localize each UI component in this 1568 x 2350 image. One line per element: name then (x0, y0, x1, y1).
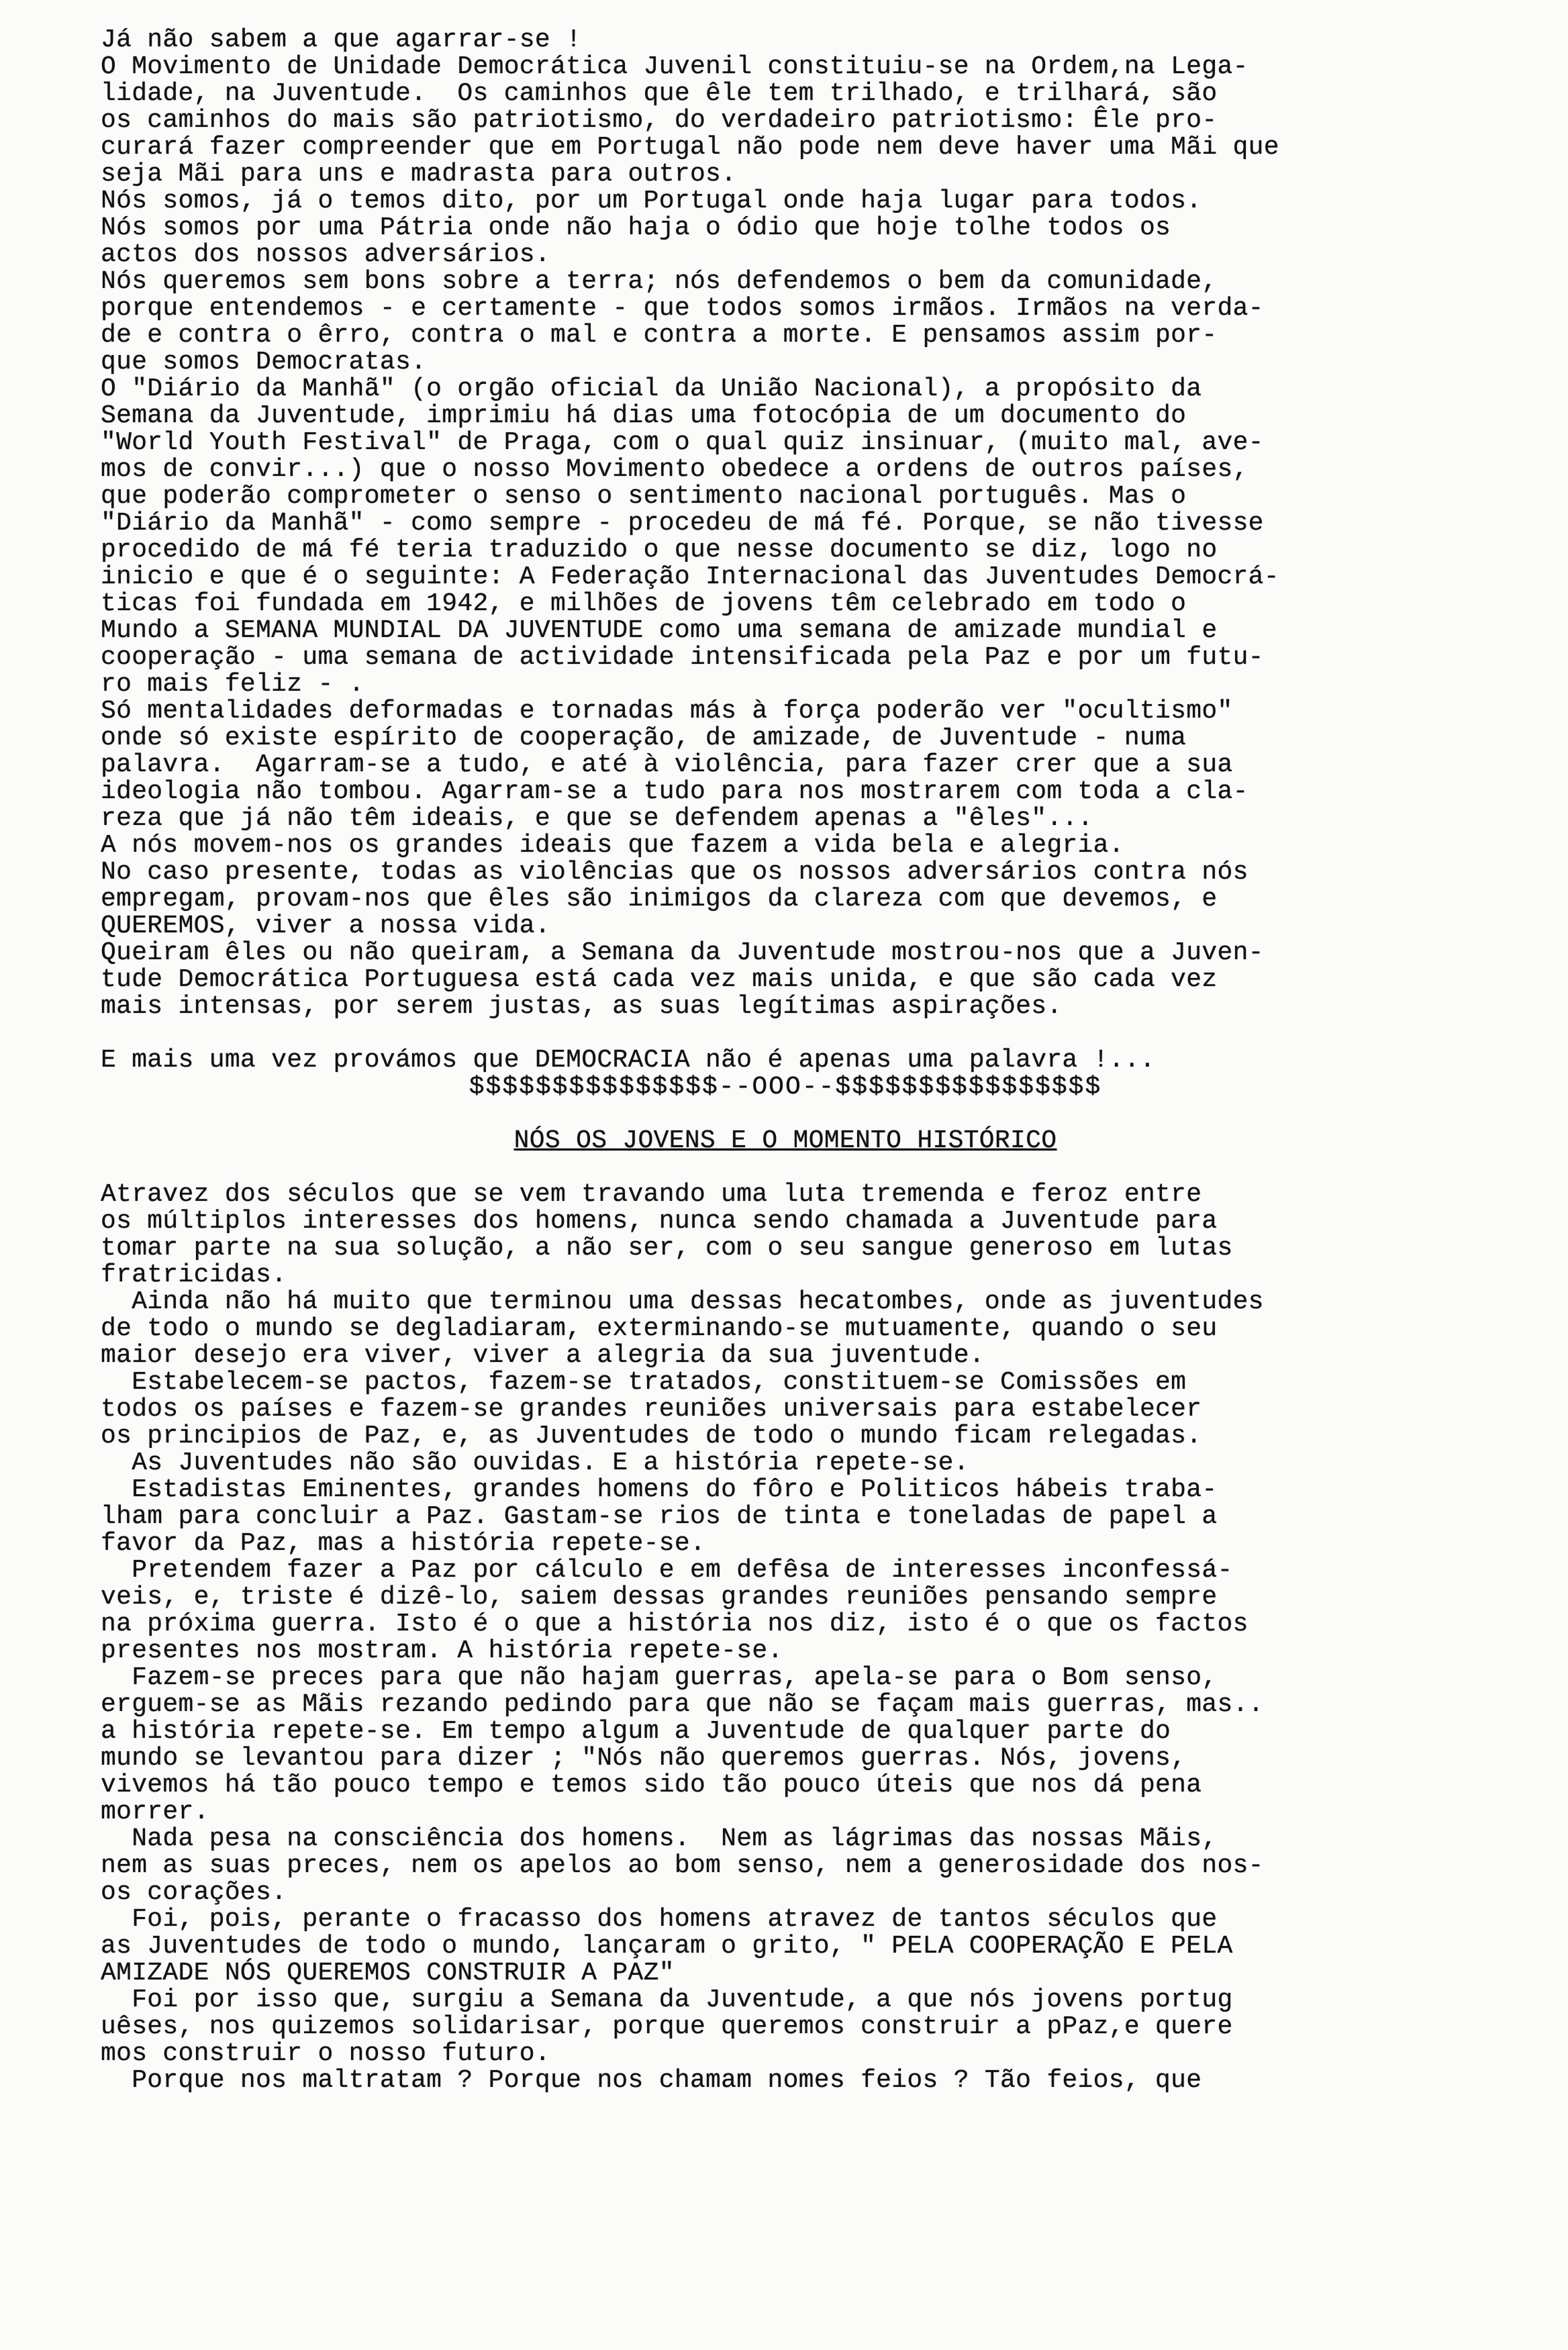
text-line: Estadistas Eminentes, grandes homens do fôro e Politicos hábeis traba- (101, 1475, 1218, 1504)
text-line: que poderão comprometer o senso o sentimento nacional português. Mas o (101, 482, 1187, 511)
text-line: lidade, na Juventude. Os caminhos que êle tem trilhado, e trilhará, são (101, 79, 1218, 108)
text-line: a história repete-se. Em tempo algum a Juventude de qualquer parte do (101, 1717, 1171, 1746)
text-line: No caso presente, todas as violências que os nossos adversários contra nós (101, 858, 1248, 887)
text-line: presentes nos mostram. A história repete-se. (101, 1636, 783, 1665)
text-line: os caminhos do mais são patriotismo, do verdadeiro patriotismo: Êle pro- (101, 106, 1218, 135)
text-line: cooperação - uma semana de actividade intensificada pela Paz e por um futu- (101, 643, 1264, 672)
text-line: Nada pesa na consciência dos homens. Nem as lágrimas das nossas Mãis, (101, 1824, 1218, 1853)
text-line: Mundo a SEMANA MUNDIAL DA JUVENTUDE como uma semana de amizade mundial e (101, 616, 1218, 645)
text-line: Queiram êles ou não queiram, a Semana da Juventude mostrou-nos que a Juven- (101, 938, 1264, 967)
text-line: ideologia não tombou. Agarram-se a tudo para nos mostrarem com toda a cla- (101, 777, 1248, 806)
text-line: tomar parte na sua solução, a não ser, com o seu sangue generoso em lutas (101, 1234, 1233, 1263)
text-line: Porque nos maltratam ? Porque nos chamam nomes feios ? Tão feios, que (101, 2066, 1202, 2095)
text-line: ticas foi fundada em 1942, e milhões de jovens têm celebrado em todo o (101, 589, 1187, 618)
text-line: "Diário da Manhã" - como sempre - procedeu de má fé. Porque, se não tivesse (101, 509, 1264, 538)
text-line: Semana da Juventude, imprimiu há dias uma fotocópia de um documento do (101, 401, 1187, 430)
text-line: Foi, pois, perante o fracasso dos homens atravez de tantos séculos que (101, 1905, 1218, 1934)
text-line: O "Diário da Manhã" (o orgão oficial da União Nacional), a propósito da (101, 375, 1202, 403)
text-line: tude Democrática Portuguesa está cada vez mais unida, e que são cada vez (101, 965, 1218, 994)
text-line: nem as suas preces, nem os apelos ao bom senso, nem a generosidade dos nos- (101, 1851, 1264, 1880)
text-line (101, 1020, 1470, 1047)
text-line: ro mais feliz - . (101, 670, 364, 699)
text-line: Estabelecem-se pactos, fazem-se tratados, constituem-se Comissões em (101, 1368, 1187, 1397)
spacer (101, 1155, 1470, 1181)
text-line: A nós movem-nos os grandes ideais que fazem a vida bela e alegria. (101, 831, 1124, 860)
text-line: morrer. (101, 1798, 209, 1826)
text-line: O Movimento de Unidade Democrática Juvenil constituiu-se na Ordem,na Lega- (101, 52, 1248, 81)
text-line: actos dos nossos adversários. (101, 240, 551, 269)
spacer (101, 1101, 1470, 1128)
text-line: as Juventudes de todo o mundo, lançaram o grito, " PELA COOPERAÇÃO E PELA (101, 1932, 1233, 1961)
text-line: maior desejo era viver, viver a alegria da sua juventude. (101, 1341, 985, 1370)
text-line: reza que já não têm ideais, e que se defendem apenas a "êles"... (101, 804, 1093, 833)
text-line: Nós somos, já o temos dito, por um Portugal onde haja lugar para todos. (101, 187, 1202, 215)
text-line: empregam, provam-nos que êles são inimigos da clareza com que devemos, e (101, 885, 1218, 914)
typewritten-page (101, 27, 1470, 2329)
text-line: os múltiplos interesses dos homens, nunca sendo chamada a Juventude para (101, 1207, 1218, 1236)
text-line: os corações. (101, 1878, 287, 1907)
text-line: mos de convir...) que o nosso Movimento obedece a ordens de outros países, (101, 455, 1248, 484)
section-divider: $$$$$$$$$$$$$$$--OOO--$$$$$$$$$$$$$$$$ (469, 1073, 1102, 1101)
text-line: seja Mãi para uns e madrasta para outros. (101, 160, 737, 189)
text-line: na próxima guerra. Isto é o que a história nos diz, isto é o que os factos (101, 1610, 1248, 1638)
text-line: de e contra o êrro, contra o mal e contra a morte. E pensamos assim por- (101, 321, 1218, 350)
text-line: Pretendem fazer a Paz por cálculo e em defêsa de interesses inconfessá- (101, 1556, 1233, 1585)
text-line: As Juventudes não são ouvidas. E a história repete-se. (101, 1449, 969, 1477)
text-line: mundo se levantou para dizer ; "Nós não queremos guerras. Nós, jovens, (101, 1744, 1187, 1773)
text-line: fratricidas. (101, 1261, 287, 1289)
text-line: Nós queremos sem bons sobre a terra; nós defendemos o bem da comunidade, (101, 267, 1218, 296)
text-line: Só mentalidades deformadas e tornadas más à força poderão ver "ocultismo" (101, 697, 1233, 726)
text-line: lham para concluir a Paz. Gastam-se rios de tinta e toneladas de papel a (101, 1502, 1218, 1531)
text-line: Fazem-se preces para que não hajam guerras, apela-se para o Bom senso, (101, 1663, 1218, 1692)
section-heading: NÓS OS JOVENS E O MOMENTO HISTÓRICO (513, 1126, 1057, 1155)
text-line: todos os países e fazem-se grandes reuniões universais para estabelecer (101, 1395, 1202, 1424)
text-line: uêses, nos quizemos solidarisar, porque queremos construir a pPaz,e quere (101, 2012, 1233, 2041)
text-line: "World Youth Festival" de Praga, com o qual quiz insinuar, (muito mal, ave- (101, 428, 1264, 457)
text-line: AMIZADE NÓS QUEREMOS CONSTRUIR A PAZ" (101, 1959, 675, 1988)
text-line: mais intensas, por serem justas, as suas legítimas aspirações. (101, 992, 1063, 1021)
text-line: vivemos há tão pouco tempo e temos sido tão pouco úteis que nos dá pena (101, 1771, 1202, 1800)
text-line: que somos Democratas. (101, 348, 427, 377)
text-line: E mais uma vez provámos que DEMOCRACIA não é apenas uma palavra !... (101, 1046, 1156, 1075)
text-line: erguem-se as Mãis rezando pedindo para que não se façam mais guerras, mas.. (101, 1690, 1264, 1719)
section-jovens-momento-historico (101, 1181, 1470, 2094)
section-semana-juventude (101, 27, 1470, 1074)
text-line: favor da Paz, mas a história repete-se. (101, 1529, 706, 1558)
text-line: onde só existe espírito de cooperação, de amizade, de Juventude - numa (101, 724, 1187, 752)
text-line: QUEREMOS, viver a nossa vida. (101, 912, 551, 940)
text-line: procedido de má fé teria traduzido o que nesse documento se diz, logo no (101, 536, 1218, 565)
text-line: Atravez dos séculos que se vem travando uma luta tremenda e feroz entre (101, 1180, 1202, 1209)
text-line: Foi por isso que, surgiu a Semana da Juventude, a que nós jovens portug (101, 1986, 1233, 2014)
text-line: veis, e, triste é dizê-lo, saiem dessas grandes reuniões pensando sempre (101, 1583, 1218, 1612)
text-line: de todo o mundo se degladiaram, exterminando-se mutuamente, quando o seu (101, 1314, 1218, 1343)
text-line: Nós somos por uma Pátria onde não haja o ódio que hoje tolhe todos os (101, 213, 1171, 242)
text-line: inicio e que é o seguinte: A Federação Internacional das Juventudes Democrá- (101, 562, 1279, 591)
text-line: Ainda não há muito que terminou uma dessas hecatombes, onde as juventudes (101, 1287, 1264, 1316)
text-line: curará fazer compreender que em Portugal não pode nem deve haver uma Mãi que (101, 133, 1279, 162)
text-line: Já não sabem a que agarrar-se ! (101, 27, 582, 54)
text-line: palavra. Agarram-se a tudo, e até à violência, para fazer crer que a sua (101, 750, 1233, 779)
text-line: mos construir o nosso futuro. (101, 2039, 551, 2068)
text-line: os principios de Paz, e, as Juventudes de todo o mundo ficam relegadas. (101, 1422, 1202, 1451)
text-line: porque entendemos - e certamente - que todos somos irmãos. Irmãos na verda- (101, 294, 1264, 323)
